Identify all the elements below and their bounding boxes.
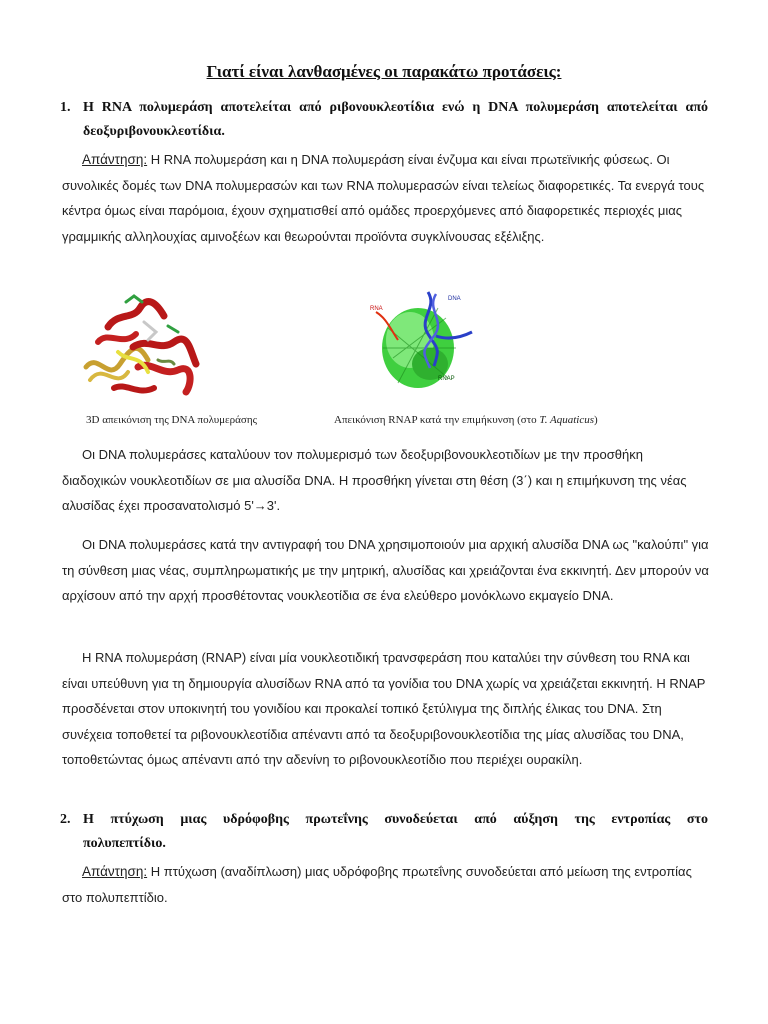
question-1-text: Η RNA πολυμεράση αποτελείται από ριβονουκλεοτίδια ενώ η DNA πολυμεράση αποτελείται από δεοξυριβονουκλεοτίδια. — [83, 100, 708, 139]
figure-2-caption-text: Απεικόνιση RNAP κατά την επιμήκυνση (στο — [334, 414, 540, 426]
rna-label: RNA — [370, 306, 383, 312]
question-2 — [60, 808, 708, 856]
page-title: Γιατί είναι λανθασμένες οι παρακάτω προτάσεις: — [206, 62, 562, 81]
answer-1-paragraph-2 — [62, 442, 710, 519]
question-2-number: 2. — [60, 812, 71, 827]
answer-2-paragraph-1 — [62, 859, 710, 910]
figure-2-caption — [334, 414, 598, 426]
question-1-number: 1. — [60, 100, 71, 115]
answer-1-text: Η RNA πολυμεράση και η DNA πολυμεράση είναι ένζυμα και είναι πρωτεϊνικής φύσεως. Οι συνολικές δομές των DNA πολυμερασών και των RNA πολυμερασών είναι τελείως διαφορετικές. Τα ενεργά τους κέντρα όμως είναι παρόμοια, έχουν σχηματισθεί από ομάδες προερχόμενες από διαφορετικές περιοχές μιας γραμμικής αλληλουχίας αμινοξέων και θεωρούνται προϊόντα συγκλίνουσας εξέλιξης. — [62, 152, 705, 244]
dna-polymerase-3d-image — [78, 292, 200, 404]
figure-2-caption-species: T. Aquaticus — [539, 414, 595, 426]
answer-1-paragraph-3 — [62, 532, 710, 609]
figure-2-caption-end: ) — [594, 414, 598, 426]
answer-1-paragraph-1 — [62, 147, 710, 249]
figure-1-caption: 3D απεικόνιση της DNA πολυμεράσης — [86, 414, 257, 426]
dna-label: DNA — [448, 296, 461, 302]
answer-1-paragraph-4-text: Η RNA πολυμεράση (RNAP) είναι μία νουκλεοτιδική τρανσφεράση που καταλύει την σύνθεση του RNA και είναι υπεύθυνη για τη δημιουργία αλυσίδων RNA από τα γονίδια του DNA χωρίς να χρειάζεται εκκινητή. Η RNAP προσδένεται στον υποκινητή του γονιδίου και προκαλεί τοπικό ξετύλιγμα της διπλής έλικας του DNA. Στη συνέχεια τοποθετεί τα ριβονουκλεοτίδια απέναντι από τα δεοξυριβονουκλεοτίδια της μίας αλυσίδας του DNA, τοποθετώντας όμως απέναντι από την αδενίνη το ριβονουκλεοτίδιο που περιέχει ουρακίλη. — [62, 650, 706, 767]
question-2-text: Η πτύχωση μιας υδρόφοβης πρωτεΐνης συνοδεύεται από αύξηση της εντροπίας στο πολυπεπτίδιο. — [83, 812, 708, 851]
answer-1-paragraph-4 — [62, 645, 710, 773]
rnap-elongation-image — [368, 288, 478, 398]
answer-1-paragraph-3-text: Οι DNA πολυμεράσες κατά την αντιγραφή του DNA χρησιμοποιούν μια αρχική αλυσίδα DNA ως "καλούπι" για τη σύνθεση μιας νέας, συμπληρωματικής με την μητρική, αλυσίδας και χρειάζονται ένα εκκινητή. Δεν μπορούν να αρχίσουν από την αρχή προσθέτοντας νουκλεοτίδια σε ένα ελεύθερο μονόκλωνο εκμαγείο DNA. — [62, 537, 709, 603]
answer-label: Απάντηση: — [82, 152, 148, 167]
answer-2-text: Η πτύχωση (αναδίπλωση) μιας υδρόφοβης πρωτεΐνης συνοδεύεται από μείωση της εντροπίας στο πολυπεπτίδιο. — [62, 864, 692, 905]
answer-2-label: Απάντηση: — [82, 864, 148, 879]
question-1 — [60, 96, 708, 144]
rnap-label: RNAP — [438, 376, 455, 382]
answer-1-paragraph-2-text: Οι DNA πολυμεράσες καταλύουν τον πολυμερισμό των δεοξυριβονουκλεοτιδίων με την προσθήκη διαδοχικών νουκλεοτιδίων σε μια αλυσίδα DNA. Η προσθήκη γίνεται στη θέση (3΄) και η επιμήκυνση της νέας αλυσίδας έχει προσανατολισμό 5'→3'. — [62, 447, 687, 513]
